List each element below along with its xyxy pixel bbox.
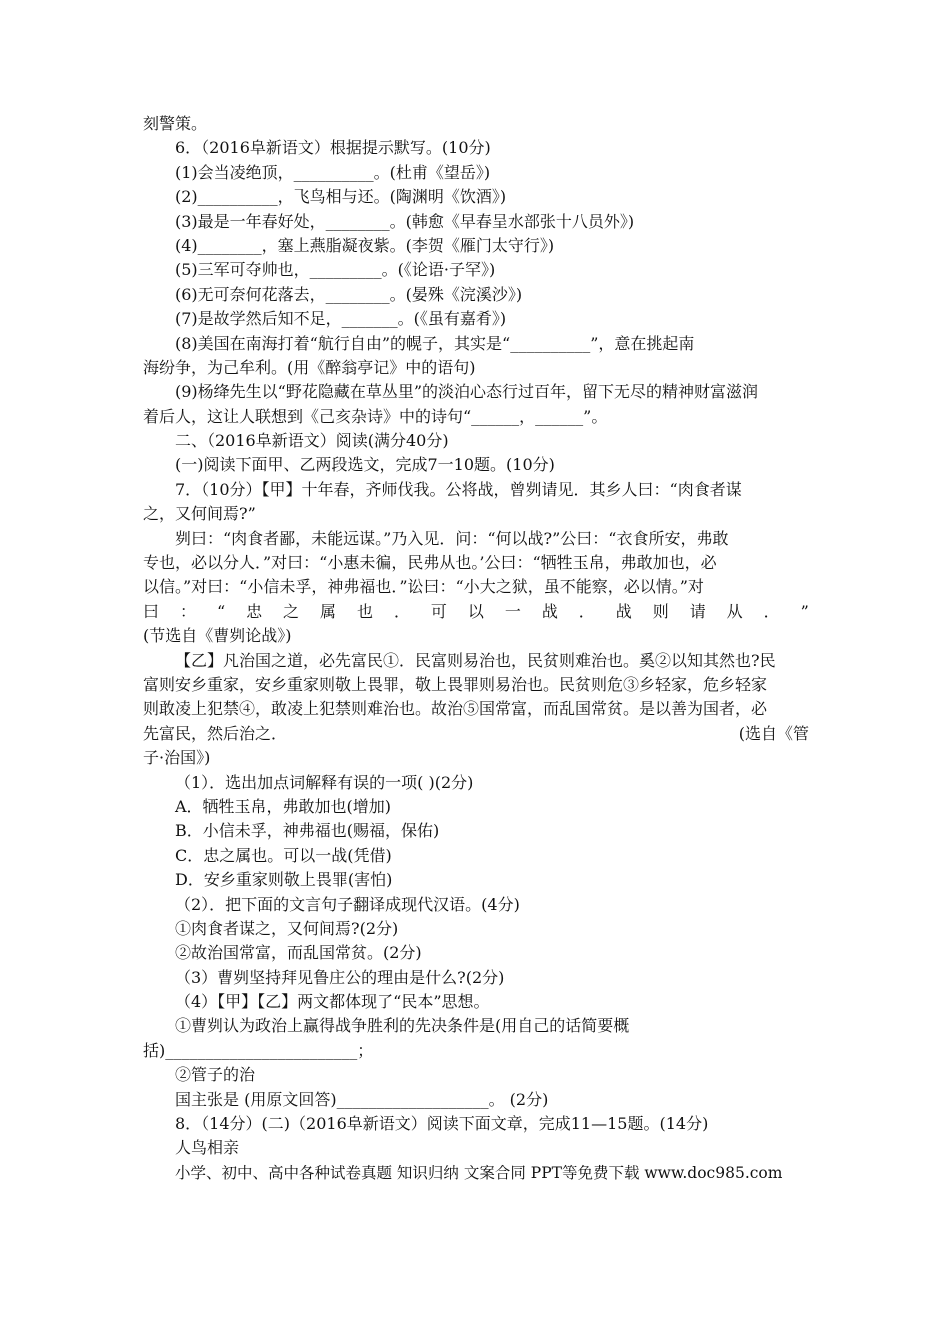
blank-item-6: (6)无可奈何花落去，________。(晏殊《浣溪沙》) — [175, 284, 523, 304]
text-line: 则敢凌上犯禁④，敢凌上犯禁则难治也。故治⑤国常富，而乱国常贫。是以善为国者，必 — [143, 699, 768, 719]
spread-char: 可 — [430, 601, 447, 621]
blank-item-2: (2)__________，飞鸟相与还。(陶渊明《饮酒》) — [175, 187, 507, 207]
text-line: 刻警策。 — [143, 114, 208, 133]
blank-item-9: (9)杨绛先生以“野花隐藏在草丛里”的淡泊心态行过百年，留下无尽的精神财富滋润 — [175, 382, 759, 402]
text-line: 富则安乡重家，安乡重家则敬上畏罪，敬上畏罪则易治也。民贫则危③乡轻家，危乡轻家 — [143, 674, 768, 694]
option-b: B．小信未孚，神弗福也(赐福，保佑) — [175, 821, 440, 841]
blank-item-3: (3)最是一年春好处，________。(韩愈《早春呈水部张十八员外》) — [175, 211, 635, 231]
question-7-passage-a: 7．（10分）【甲】十年春，齐师伐我。公将战，曾刿请见．其乡人曰：“肉食者谋 — [175, 479, 742, 499]
spread-char: 一 — [504, 601, 521, 621]
spread-text-line — [143, 600, 809, 624]
text-line: 国主张是 (用原文回答)___________________。 (2分) — [175, 1089, 549, 1109]
blank-item-8: (8)美国在南海打着“航行自由”的幌子，其实是“__________”，意在挑起南 — [175, 333, 695, 353]
sub-question-1: （1）．选出加点词解释有误的一项( )(2分) — [175, 772, 474, 792]
option-a: A．牺牲玉帛，弗敢加也(增加) — [175, 796, 392, 816]
text-line: 之，又何间焉?” — [143, 504, 256, 524]
blank-item-7: (7)是故学然后知不足，_______。(《虽有嘉肴》) — [175, 309, 507, 329]
document-page — [143, 112, 809, 1185]
spread-char: 请 — [689, 601, 706, 621]
option-d: D．安乡重家则敬上畏罪(害怕) — [175, 870, 393, 890]
text-line: 着后人，这让人联想到《己亥杂诗》中的诗句“______，______”。 — [143, 406, 608, 426]
sub-question-3: （3）曹刿坚持拜见鲁庄公的理由是什么?(2分) — [175, 967, 505, 987]
source-citation: (选自《管 — [738, 723, 809, 743]
sub-question-2: （2）．把下面的文言句子翻译成现代汉语。(4分) — [175, 894, 520, 914]
page-footer: 小学、初中、高中各种试卷真题 知识归纳 文案合同 PPT等免费下载 www.doc985.com — [175, 1163, 783, 1182]
spread-char: 也 — [356, 601, 373, 621]
text-line: 海纷争，为己牟利。(用《醉翁亭记》中的语句) — [143, 357, 476, 377]
text-fragment: 先富民，然后治之． — [143, 723, 288, 743]
spread-char: ． — [393, 601, 410, 621]
blank-item-5: (5)三军可夺帅也，_________。(《论语·子罕》) — [175, 260, 496, 280]
spread-char: 属 — [320, 601, 337, 621]
text-line: 括)________________________； — [143, 1040, 374, 1060]
spread-char: 以 — [467, 601, 484, 621]
translate-item-2: ②故治国常富，而乱国常贫。(2分) — [175, 943, 422, 963]
spread-char: 曰 — [143, 601, 160, 621]
text-line: 以信。”对曰：“小信未孚，神弗福也．”讼曰：“小大之狱，虽不能察，必以情。”对 — [143, 577, 704, 597]
text-line: 专也，必以分人．”对曰：“小惠未徧，民弗从也。’公曰：“牺牲玉帛，弗敢加也，必 — [143, 553, 717, 573]
text-line — [143, 722, 809, 746]
sub-question-4: （4）【甲】【乙】两文都体现了“民本”思想。 — [175, 992, 490, 1012]
spread-char: 之 — [283, 601, 300, 621]
question-8-heading: 8．（14分）(二)（2016阜新语文）阅读下面文章，完成11—15题。(14分) — [175, 1114, 709, 1134]
spread-char: 忠 — [246, 601, 263, 621]
section-2-heading: 二、（2016阜新语文）阅读(满分40分) — [175, 431, 449, 451]
text-line: 子·治国》) — [143, 748, 211, 768]
blank-item-4: (4)________，塞上燕脂凝夜紫。(李贺《雁门太守行》) — [175, 235, 555, 255]
passage-b: 【乙】凡治国之道，必先富民①．民富则易治也，民贫则难治也。奚②以知其然也?民 — [175, 650, 776, 670]
spread-char: “ — [216, 601, 226, 621]
question-6-heading: 6．（2016阜新语文）根据提示默写。(10分) — [175, 138, 491, 158]
spread-char: ． — [763, 601, 780, 621]
spread-char: ． — [578, 601, 595, 621]
spread-char: 战 — [541, 601, 558, 621]
translate-item-1: ①肉食者谋之，又何间焉?(2分) — [175, 918, 399, 938]
sub-question-4-item-1: ①曹刿认为政治上赢得战争胜利的先决条件是(用自己的话简要概 — [175, 1016, 630, 1036]
spread-char: 则 — [652, 601, 669, 621]
spread-char: ” — [800, 601, 809, 621]
sub-question-4-item-2: ②管子的治 — [175, 1065, 256, 1085]
option-c: C．忠之属也。可以一战(凭借) — [175, 845, 392, 865]
text-line: 刿曰：“肉食者鄙，未能远谋。”乃入见．问：“何以战?”公曰：“衣食所安，弗敢 — [175, 528, 729, 548]
article-title: 人鸟相亲 — [175, 1138, 240, 1158]
blank-item-1: (1)会当凌绝顶，__________。(杜甫《望岳》) — [175, 162, 491, 182]
spread-char: 战 — [615, 601, 632, 621]
reading-1-heading: (一)阅读下面甲、乙两段选文，完成7一10题。(10分) — [175, 455, 555, 475]
spread-char: 从 — [726, 601, 743, 621]
source-citation: (节选自《曹刿论战》) — [143, 626, 292, 646]
spread-char: ： — [179, 601, 196, 621]
